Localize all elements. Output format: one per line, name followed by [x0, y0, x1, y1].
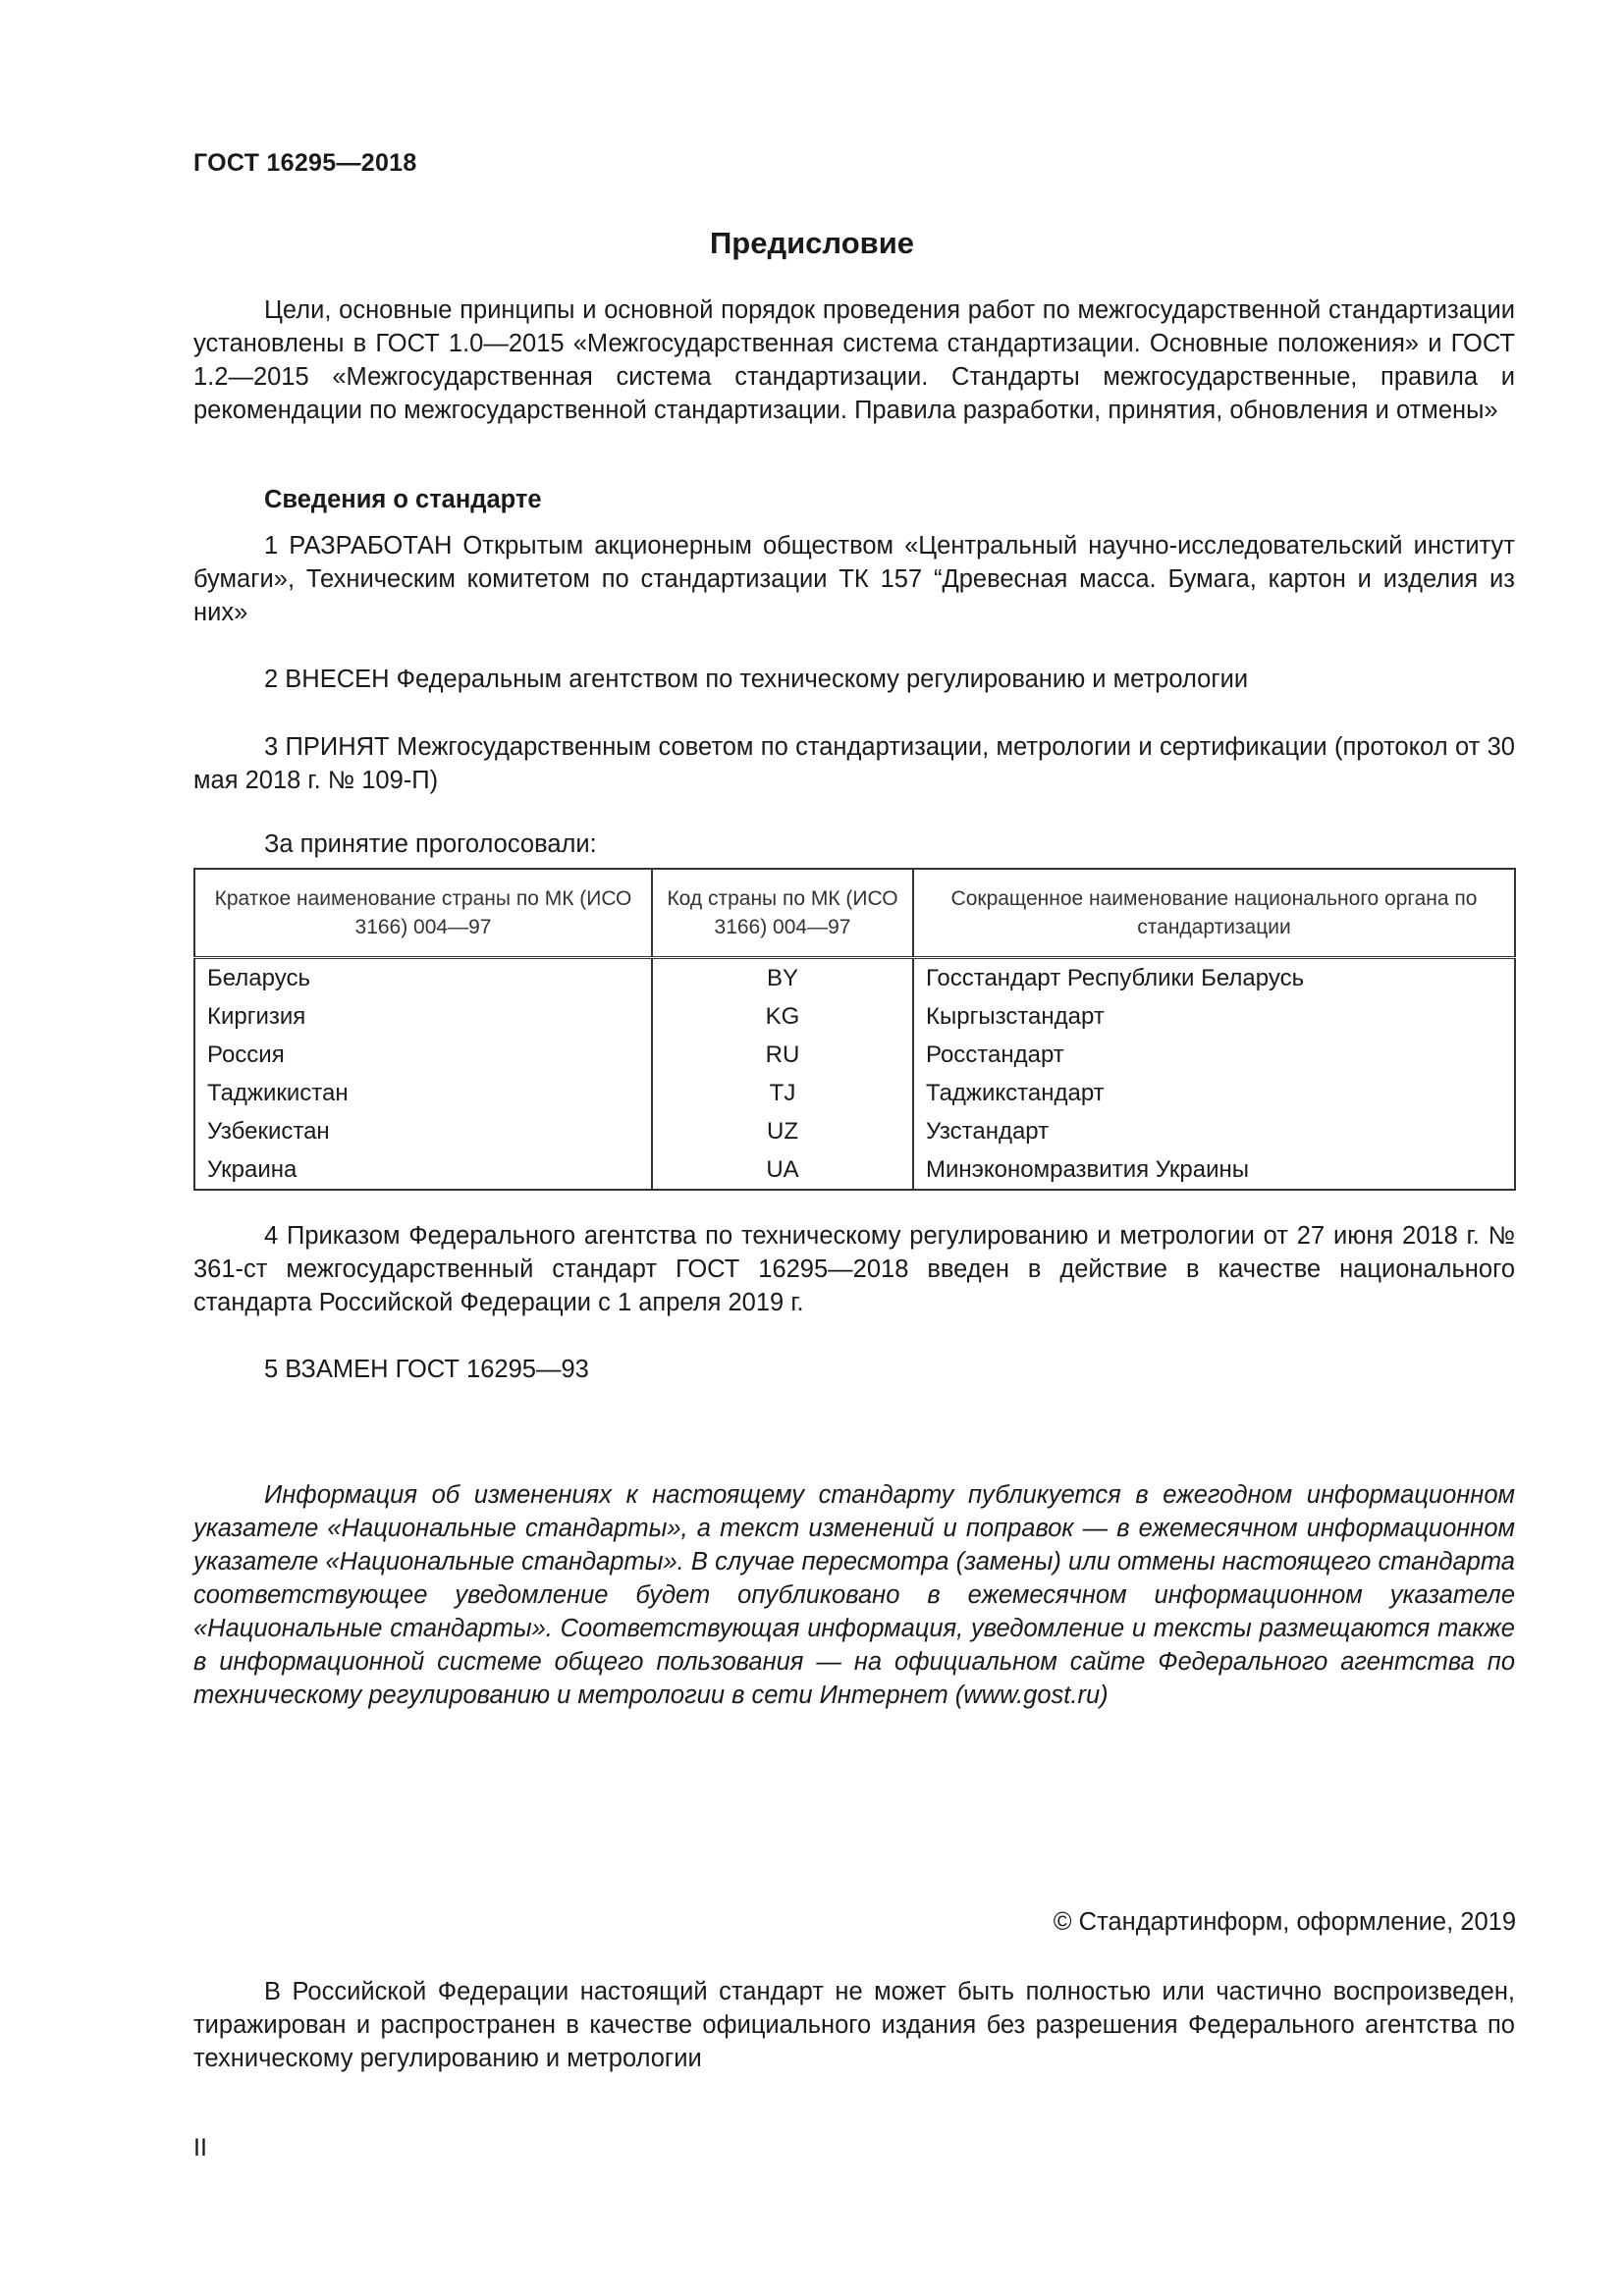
item-2-paragraph: 2 ВНЕСЕН Федеральным агентством по техническому регулированию и метрологии: [264, 666, 1249, 693]
table-row: [194, 1074, 1515, 1112]
country-cell: Таджикистан: [194, 1074, 652, 1112]
country-cell: Узбекистан: [194, 1112, 652, 1150]
authority-cell: Кыргызстандарт: [926, 1002, 1105, 1030]
country-cell: Беларусь: [194, 958, 652, 998]
item-4-block: [193, 1219, 1515, 1319]
code-cell: KG: [652, 997, 913, 1036]
authority-cell: Таджикстандарт: [926, 1079, 1105, 1106]
item-3-block: [193, 730, 1515, 797]
table-row: [194, 958, 1515, 998]
info-notice-block: [193, 1478, 1515, 1712]
table-row: [194, 1150, 1515, 1190]
voting-countries-table: [193, 868, 1516, 1191]
item-4-paragraph: 4 Приказом Федерального агентства по техническому регулированию и метрологии от 27 июня 2018 г. № 361-ст межгосударственный стандарт ГОСТ 16295—2018 введен в действие в качестве национального стандарта Российской Федерации с 1 апреля 2019 г.: [193, 1222, 1515, 1316]
column-header-authority: Сокращенное наименование национального органа по стандартизации: [913, 869, 1515, 958]
table-header-row: [194, 869, 1515, 958]
page-number: II: [193, 2134, 207, 2162]
authority-cell: Узстандарт: [926, 1117, 1050, 1145]
column-header-country: Краткое наименование страны по МК (ИСО 3166) 004—97: [194, 869, 652, 958]
intro-block: [193, 294, 1515, 427]
code-cell: BY: [652, 958, 913, 998]
item-5-block: [193, 1353, 1515, 1386]
document-id: ГОСТ 16295—2018: [193, 149, 417, 177]
section-heading: Сведения о стандарте: [264, 486, 542, 513]
code-cell: TJ: [652, 1074, 913, 1112]
info-notice: Информация об изменениях к настоящему стандарту публикуется в ежегодном информационном указателе «Национальные стандарты», а текст изменений и поправок — в ежемесячном информационном указателе «Национальные стандарты». В случае пересмотра (замены) или отмены настоящего стандарта соответствующее уведомление будет опубликовано в ежемесячном информационном указателе «Национальные стандарты». Соответствующая информация, уведомление и тексты размещаются также в информационной системе общего пользования — на официальном сайте Федерального агентства по техническому регулированию и метрологии в сети Интернет (www.gost.ru): [193, 1481, 1515, 1709]
item-5-paragraph: 5 ВЗАМЕН ГОСТ 16295—93: [264, 1356, 589, 1383]
item-1-block: [193, 529, 1515, 629]
rights-notice: В Российской Федерации настоящий стандарт не может быть полностью или частично воспроизведен, тиражирован и распространен в качестве официального издания без разрешения Федерального агентства по техническому регулированию и метрологии: [193, 1978, 1515, 2072]
code-cell: RU: [652, 1036, 913, 1074]
page-title: Предисловие: [709, 226, 914, 260]
code-cell: UA: [652, 1150, 913, 1190]
intro-paragraph: Цели, основные принципы и основной порядок проведения работ по межгосударственной стандартизации установлены в ГОСТ 1.0—2015 «Межгосударственная система стандартизации. Основные положения» и ГОСТ 1.2—2015 «Межгосударственная система стандартизации. Стандарты межгосударственные, правила и рекомендации по межгосударственной стандартизации. Правила разработки, принятия, обновления и отмены»: [193, 296, 1515, 424]
vote-label: За принятие проголосовали:: [264, 830, 597, 858]
table-row: [194, 1036, 1515, 1074]
item-2-block: [193, 663, 1515, 696]
item-1-paragraph: 1 РАЗРАБОТАН Открытым акционерным обществом «Центральный научно-исследовательский институт бумаги», Техническим комитетом по стандартизации ТК 157 “Древесная масса. Бумага, картон и изделия из них»: [193, 532, 1515, 626]
authority-cell: Госстандарт Республики Беларусь: [926, 964, 1305, 991]
code-cell: UZ: [652, 1112, 913, 1150]
item-3-paragraph: 3 ПРИНЯТ Межгосударственным советом по стандартизации, метрологии и сертификации (протокол от 30 мая 2018 г. № 109-П): [193, 733, 1515, 794]
table-row: [194, 997, 1515, 1036]
rights-block: [193, 1975, 1515, 2075]
country-cell: Киргизия: [194, 997, 652, 1036]
country-cell: Россия: [194, 1036, 652, 1074]
copyright-line: © Стандартинформ, оформление, 2019: [1053, 1908, 1516, 1936]
authority-cell: Минэкономразвития Украины: [926, 1155, 1250, 1183]
column-header-code: Код страны по МК (ИСО 3166) 004—97: [652, 869, 913, 958]
country-cell: Украина: [194, 1150, 652, 1190]
table-row: [194, 1112, 1515, 1150]
authority-cell: Росстандарт: [926, 1041, 1064, 1068]
